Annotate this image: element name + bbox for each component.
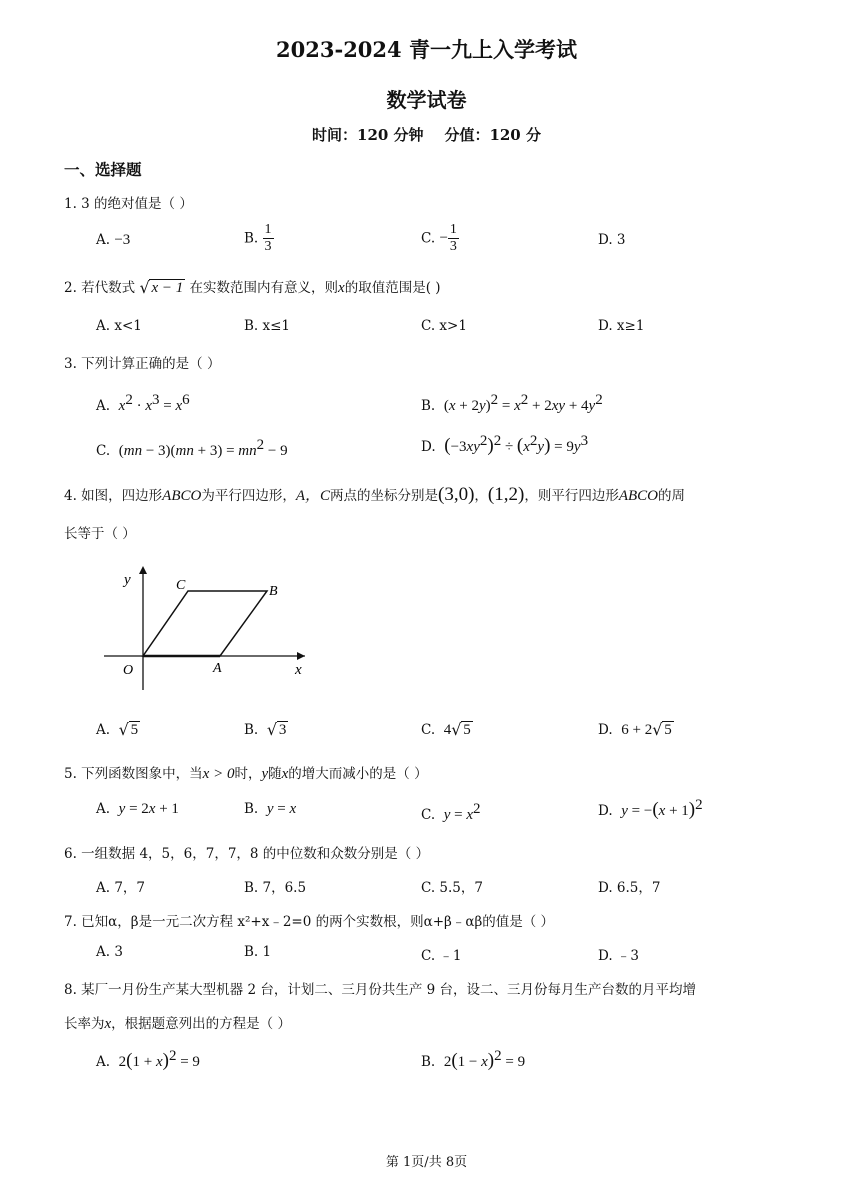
q4-option-d: D. 6 + 2 √ 5 — [598, 720, 672, 739]
q1-option-d: D. 3 — [598, 232, 626, 248]
q7-option-d: D. ﹣3 — [598, 948, 640, 964]
q6-option-d: D. 6.5，7 — [598, 880, 661, 896]
question-2-stem: 2. 若代数式 √ x − 1 在实数范围内有意义，则x的取值范围是( ) — [64, 278, 441, 297]
parallelogram-figure — [100, 562, 320, 692]
q1-option-b: B. $\frac{1}{3}$ — [244, 222, 272, 254]
q7-option-c: C. ﹣1 — [421, 948, 462, 964]
q1-option-a: A. −3 — [96, 232, 131, 248]
question-4-stem-line1: 4. 如图，四边形ABCO为平行四边形，A，C两点的坐标分别是(3,0)，(1,2)，则平行四边形ABCO的周 — [64, 484, 685, 505]
q4-option-c: C. 4 √ 5 — [421, 720, 471, 739]
fraction: $\frac{1}{3}$ — [264, 222, 272, 254]
question-8-stem-line1: 8. 某厂一月份生产某大型机器 2 台，计划二、三月份共生产 9 台，设二、三月份每月生产台数的月平均增 — [64, 982, 697, 998]
label-a: A — [213, 661, 222, 676]
question-6-stem: 6. 一组数据 4，5，6，7，7，8 的中位数和众数分别是（ ） — [64, 846, 430, 862]
label-b: B — [269, 584, 278, 599]
q6-option-b: B. 7，6.5 — [244, 880, 307, 896]
q5-option-a: A. y = 2x + 1 — [96, 801, 179, 817]
q3-option-d: D. $(-3xy^2)^2 \div (x^2y) = 9y^3$ — [421, 433, 589, 456]
question-3-stem: 3. 下列计算正确的是（ ） — [64, 356, 221, 372]
q5-option-b: B. y = x — [244, 801, 297, 817]
question-5-stem: 5. 下列函数图象中，当x > 0时，y随x的增大而减小的是（ ） — [64, 766, 428, 782]
exam-subtitle: 数学试卷 — [386, 88, 467, 112]
label-c: C — [176, 578, 186, 593]
question-4-stem-line2: 长等于（ ） — [64, 526, 136, 542]
label-x: x — [295, 662, 302, 678]
page-number: 第 1页/共 8页 — [385, 1155, 468, 1170]
q1-option-c: C. − $\frac{1}{3}$ — [421, 222, 457, 254]
q2-option-a: A. x<1 — [96, 318, 142, 334]
question-7-stem: 7. 已知α，β是一元二次方程 x²+x﹣2=0 的两个实数根，则α+β﹣αβ的值是（ ） — [64, 914, 555, 930]
question-8-stem-line2: 长率为x，根据题意列出的方程是（ ） — [64, 1016, 291, 1032]
q3-option-c: C. $(mn - 3)(mn + 3) = mn^2 - 9$ — [96, 437, 288, 459]
y-axis-arrow — [139, 566, 147, 574]
q5-option-d: D. $y = -(x + 1)^2$ — [598, 797, 703, 820]
q3-option-a: A. $x^2 \cdot x^3 = x^6$ — [96, 392, 190, 414]
q2-option-b: B. x≤1 — [244, 318, 291, 334]
q7-option-a: A. 3 — [96, 944, 123, 960]
exam-title: 2023-2024 青一九上入学考试 — [276, 37, 577, 62]
q7-option-b: B. 1 — [244, 944, 272, 960]
section-title: 一、选择题 — [64, 160, 142, 179]
q3-option-b: B. $(x + 2y)^2 = x^2 + 2xy + 4y^2$ — [421, 392, 603, 414]
fraction: $\frac{1}{3}$ — [449, 222, 457, 254]
x-axis-arrow — [297, 652, 305, 660]
q6-option-a: A. 7，7 — [96, 880, 146, 896]
q8-option-a: A. $2(1 + x)^2 = 9$ — [96, 1048, 200, 1071]
label-o: O — [123, 663, 134, 678]
question-1-stem: 1. 3 的绝对值是（ ） — [64, 196, 193, 212]
q8-option-b: B. $2(1 - x)^2 = 9$ — [421, 1048, 526, 1071]
q2-option-c: C. x>1 — [421, 318, 467, 334]
q5-option-c: C. $y = x^2$ — [421, 801, 481, 823]
label-y: y — [124, 572, 131, 588]
sqrt-expression: √ x − 1 — [139, 278, 184, 297]
parallelogram-abco — [143, 591, 267, 656]
q4-option-a: A. √ 5 — [96, 720, 139, 739]
q4-option-b: B. √ 3 — [244, 720, 287, 739]
q2-option-d: D. x≥1 — [598, 318, 645, 334]
q6-option-c: C. 5.5，7 — [421, 880, 483, 896]
exam-info: 时间：120 分钟 分值：120 分 — [312, 126, 541, 144]
